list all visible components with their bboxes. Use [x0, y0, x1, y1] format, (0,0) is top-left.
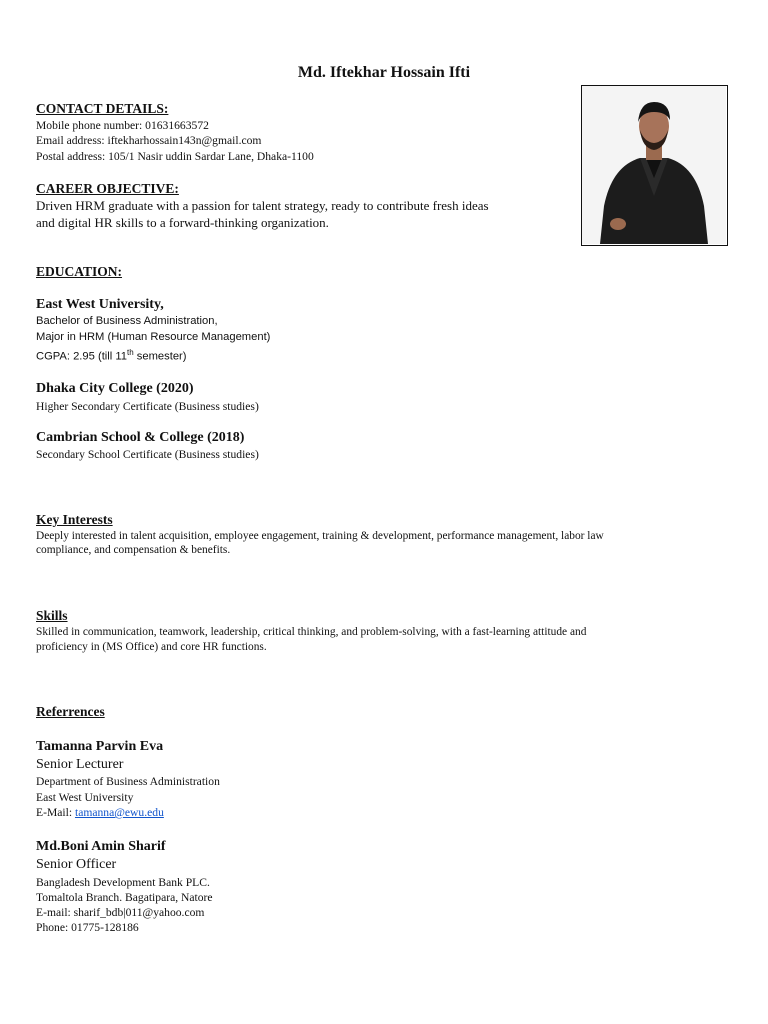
edu-dcc-detail: Higher Secondary Certificate (Business studies): [36, 400, 259, 413]
edu-dcc-name: Dhaka City College (2020): [36, 381, 194, 396]
ref1-org: East West University: [36, 791, 134, 804]
cgpa-suffix: semester): [133, 350, 187, 363]
person-portrait-icon: [582, 86, 726, 244]
cgpa-superscript: th: [126, 348, 134, 357]
edu-ewu-degree: Bachelor of Business Administration,: [36, 315, 218, 327]
interests-line-1: Deeply interested in talent acquisition, employee engagement, training & development, performance management, labor law: [36, 530, 604, 542]
ref1-email-row: [36, 805, 164, 820]
cgpa-prefix: CGPA: 2.95 (till 11: [36, 350, 127, 363]
ref1-email-label: E-Mail:: [36, 806, 75, 819]
resume-name: Md. Iftekhar Hossain Ifti: [297, 64, 471, 81]
ref2-name: Md.Boni Amin Sharif: [36, 839, 166, 854]
edu-ewu-cgpa: [36, 345, 187, 365]
ref1-email-link[interactable]: tamanna@ewu.edu: [74, 806, 164, 819]
edu-cambrian-name: Cambrian School & College (2018): [36, 430, 245, 445]
ref1-title: Senior Lecturer: [36, 757, 124, 772]
education-heading: EDUCATION:: [36, 264, 123, 279]
ref2-phone: Phone: 01775-128186: [36, 921, 139, 934]
ref2-org: Bangladesh Development Bank PLC.: [36, 876, 210, 889]
edu-ewu-major: Major in HRM (Human Resource Management): [36, 331, 271, 343]
interests-heading: Key Interests: [36, 512, 113, 527]
interests-line-2: compliance, and compensation & benefits.: [36, 544, 231, 556]
ref2-branch: Tomaltola Branch. Bagatipara, Natore: [36, 891, 213, 904]
contact-postal: Postal address: 105/1 Nasir uddin Sardar Lane, Dhaka-1100: [36, 150, 314, 163]
contact-email: Email address: iftekharhossain143n@gmail.com: [36, 134, 262, 147]
edu-cambrian-detail: Secondary School Certificate (Business studies): [36, 448, 259, 461]
ref1-name: Tamanna Parvin Eva: [36, 739, 164, 754]
ref2-email: E-mail: sharif_bdb|011@yahoo.com: [36, 906, 205, 919]
profile-photo: [581, 85, 728, 246]
skills-line-2: proficiency in (MS Office) and core HR functions.: [36, 641, 267, 653]
career-line-2: and digital HR skills to a forward-thinking organization.: [36, 215, 329, 230]
skills-line-1: Skilled in communication, teamwork, leadership, critical thinking, and problem-solving, with a fast-learning attitude and: [36, 626, 587, 638]
skills-heading: Skills: [36, 608, 68, 623]
ref2-title: Senior Officer: [36, 857, 117, 872]
contact-heading: CONTACT DETAILS:: [36, 101, 169, 116]
contact-mobile: Mobile phone number: 01631663572: [36, 119, 209, 132]
ref1-dept: Department of Business Administration: [36, 775, 220, 788]
career-line-1: Driven HRM graduate with a passion for talent strategy, ready to contribute fresh ideas: [36, 198, 489, 213]
career-heading: CAREER OBJECTIVE:: [36, 181, 179, 196]
edu-ewu-name: East West University,: [36, 297, 164, 312]
references-heading: Referrences: [36, 704, 105, 719]
